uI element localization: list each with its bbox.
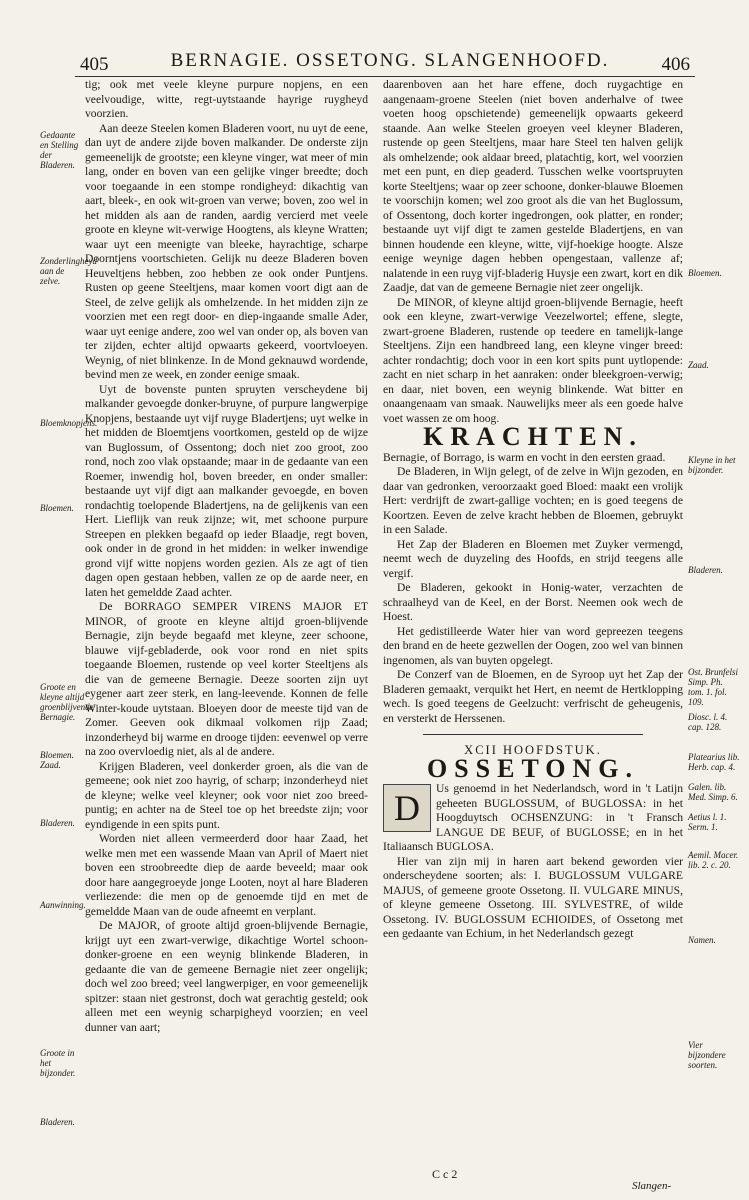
paragraph: De MINOR, of kleyne altijd groen-blijvende Bernagie, heeft ook een kleyne, zwart-verwige Veezelwortel; effene, slegte, zwart-groene Bladeren, rustende op teedere en tamelijk-lange Steeltjens. Zijn een handbreed lang, een kleyne vinger breed: achter rondachtig; doch voor in een kort spits punt uytlopende: zacht en niet scharp in het aanraken: onder bleekgroen-verwig; en daar, niet boven, een weynig blinkende. Wat bitter en onaangenaam van smaak. Nauwelijks meer als een goede halve voet wassen ze om hoog. [383, 295, 683, 425]
decorated-initial-icon: D [383, 784, 431, 832]
paragraph: De Conzerf van de Bloemen, en de Syroop uyt het Zap der Bladeren gemaakt, verquikt het Hert, en neemt de Hertklopping wech. Is goed teegens de Geelzucht: verfrischt de geheugenis, en versterkt de Herssenen. [383, 668, 683, 725]
paragraph: De MAJOR, of groote altijd groen-blijvende Bernagie, krijgt uyt een zwart-verwige, dikachtige Wortel schoon-donker-groene en een weynig blinkende Bladeren, in gedaante die van de gemeene Bernagie niet zeer ongelijk; doch wel zoo breed; veel langwerpiger, en voor gemeenelijk spitzer: staan niet gestronst, doch wat gerachtig gesteld; ook alleen met een weynig scharpigheyd voorzien; en veel dunner van aart; [85, 919, 368, 1034]
margin-note: Vier bijzondere soorten. [688, 1040, 726, 1070]
paragraph: Krijgen Bladeren, veel donkerder groen, als die van de gemeene; ook niet zoo hayrig, of scharp; inzonderheyd niet de kleyne; welke veel kleyner; ook voor niet zoo breed-puntig; en achter na de Steel toe op het breedste zijn; voor eyndigende in een spits punt. [85, 759, 368, 831]
right-column [383, 78, 683, 942]
margin-note: Platearius lib. Herb. cap. 4. [688, 752, 740, 772]
paragraph: Worden niet alleen vermeerderd door haar Zaad, het welke men met een wassende Maan van April of Maert niet boven een stroobreedte diep de aarde beveeld; maar ook door hare aangegroeyde jonge Looten, noyt al hare Bladeren verliezende: die men op de genoemde tijd en met de gemeldde Maan van de oude afneemt en verplant. [85, 832, 368, 918]
chapter-title: OSSETONG. [426, 753, 640, 783]
right-page-number: 406 [661, 54, 690, 75]
margin-note: Ost. Brunfelsi Simp. Ph. tom. 1. fol. 109. [688, 667, 739, 707]
chapter-number: XCII HOOFDSTUK. [464, 743, 602, 757]
margin-note: Bloemen. [40, 503, 74, 513]
margin-note: Bloemknopjens. [40, 418, 98, 428]
signature-mark: C c 2 [432, 1167, 458, 1181]
paragraph: De Bladeren, in Wijn gelegt, of de zelve in Wijn gezoden, en daar van gedronken, veroorzaakt goed Bloed: maakt een vrolijk Hert: verdrijft de zwart-gallige vochten; en is goed teegens de Koortzen. Eeven de zelve kracht hebben de Bloemen, gebruykt in een Salade. [383, 465, 683, 536]
margin-note: Bladeren. [40, 818, 75, 828]
paragraph: Us genoemd in het Nederlandsch, word in 't Latijn geheeten BUGLOSSUM, of BUGLOSSA: in het Hoogduytsch OCHSENZUNG: in 't Fransch LANGUE DE BEUF, of BUGLOSSE; en in het Italiaansch BUGLOSA. [383, 782, 683, 853]
left-page-number: 405 [80, 54, 109, 75]
paragraph: Aan deeze Steelen komen Bladeren voort, nu uyt de eene, dan uyt de andere zijde boven malkander. De onderste zijn gemeenelijk de grootste; een kleyne vinger, wat meer of min lang, onder en boven van een gelijke vinger breedte; doch voor toegaande in een stompe rondigheyd: dikachtig van aart, bleek-, en ook wit-groen van verwe; boven, zoo wel in het midden als aan de randen, aardig vercierd met veele groote en kleyne wit-verwige Hoogtens, als kleyne Wratten; waar uyt een meenigte van bleeke, hayrachtige, scharpe Doorntjens voortschieten. Gelijk nu deeze Bladeren boven Heuveltjens hebben, zoo hebben ze ook onder Puntjens. Rusten op geene Steeltjens, maar komen voort digt aan de Steel, de zelve gelijk als omhelzende. In het midden zijn ze voorzien met een regt door- en diep-ingaande smalle Ader, waar uyt eenige andere, zoo wel van onder op, als boven van ter zijden, echter altijd opwaarts gekeerd, voortvloeyen. Weynig, of niet blinkenze. In de Mond geknauwd wordende, bevind men ze week, en zonder eenige smaak. [85, 121, 368, 381]
paragraph: De Bladeren, gekookt in Honig-water, verzachten de schraalheyd van de Keel, en der Borst. Neemen ook wech de Hoest. [383, 581, 683, 623]
margin-note: Diosc. l. 4. cap. 128. [688, 712, 728, 732]
paragraph: Het gedistilleerde Water hier van word gepreezen teegens den brand en de heete gezwellen der Oogen, zoo wel van binnen ingenomen, als van buyten opgelegt. [383, 624, 683, 667]
left-column [85, 78, 368, 1035]
paragraph: De BORRAGO SEMPER VIRENS MAJOR ET MINOR, of groote en kleyne altijd groen-blijvende Bernagie, zijn beyde begaafd met kleyne, zeer schoone, blauwe vijf-gebladerde, ook voor rond en niet spits toegaande Bloemen, rustende op veel korter Steeltjens als die van de gemeene Bernagie. Deeze soorten zijn uyt eygener aart zeer sterk, en lang-leevende. Konnen de felle Winter-koude uytstaan. Bloeyen door de meeste tijd van de Zomer. Geeven ook dikmaal volkomen rijp Zaad; inzonderheyd bij warme en drooge tijden: eevenwel op verre na zoo overvloedig niet, als al de andere. [85, 600, 368, 758]
margin-note: Aemil. Macer. lib. 2. c. 20. [688, 850, 739, 870]
margin-note: Bladeren. [40, 1117, 75, 1127]
margin-note: Galen. lib. Med. Simp. 6. [688, 782, 738, 802]
margin-note: Aetius l. 1. Serm. 1. [688, 812, 727, 832]
margin-note: Groote en kleyne altijd groenblijvende Bernagie. [40, 682, 94, 722]
margin-note: Bloemen. [688, 268, 722, 278]
margin-note: Namen. [688, 935, 716, 945]
paragraph: Het Zap der Bladeren en Bloemen met Zuyker vermengd, neemt wech de duyzeling des Hoofds, en strijd teegens alle vergif. [383, 537, 683, 580]
header-rule [75, 76, 695, 77]
margin-note: Zonderlingheyd aan de zelve. [40, 256, 97, 286]
margin-note: Kleyne in het bijzonder. [688, 455, 736, 475]
paragraph: daarenboven aan het hare effene, doch ruygachtige en aangenaam-groene Steelen (niet boven anderhalve of twee voeten hoog opschietende) gemeenelijk opwaarts gekeerd staande. Aan welke Steelen groeyen veel kleyner Bladeren, rustende op geen Steeltjens, maar hare Steel ten halven gelijk als omhelzende; ook aldaar breed, platachtig, kort, wel voorzien met een punt, en diep geaderd. Tusschen welke voortspruyten korte Steeltjens; waar op zeer schoone, donker-blauwe Bloemen te voorschijn komen; wel zoo groot als die van het Buglossum, of Ossentong, doch korter ingedrongen, ook platter, en ronder; bestaande uyt vijf digt te zamen gestelde Bladertjens, en van binnen houdende een kleyne, witte, vijf-hoekige hoogte. Alsze eenige weynige dagen hebben opengestaan, vallenze af; nalatende in een ruyg vijf-bladerig Huysje een zwart, kort en dik Zaadje, dat van de gemeene Bernagie niet zeer ongelijk. [383, 78, 683, 294]
running-title: BERNAGIE. OSSETONG. SLANGENHOOFD. [170, 50, 610, 71]
margin-note: Bloemen. Zaad. [40, 750, 74, 770]
paragraph: Uyt de bovenste punten spruyten verscheydene bij malkander gevoegde donker-bruyne, of purpure langwerpige Knopjens, bestaande uyt vijf ruyge Bladertjens; uyt welke in het midden de Bloemtjens voortkomen, gesteld op de wijze van Buglossum, of Ossentong; doch niet zoo groot, zoo rond, noch zoo vlak opstaande; maar in de gedaante van een Roemer, inwendig hol, boven breeder, en onder smaller: bestaande uyt vijf digt aan malkander gevoegde, en boven rondachtig toelopende Bladertjens, na de gelijkenis van een Hert. Lieflijk van reuk zijnze; wit, met schoone purpure Streepen en plekken begaafd op ieder Blaadje, regt boven, ook onder in de grond in het midden: in welker inwendige grond vijf witte nopjens worden gezien. Als ze agt of tien dagen open gestaan hebben, vallen ze op de aarde neer, en laten het gemeldde Zaad achter. [85, 382, 368, 599]
margin-note: Gedaante en Stelling der Bladeren. [40, 130, 79, 170]
margin-note: Aanwinning. [40, 900, 86, 910]
margin-note: Groote in het bijzonder. [40, 1048, 76, 1078]
section-divider [423, 734, 643, 735]
paragraph: Bernagie, of Borrago, is warm en vocht in den eersten graad. [383, 450, 666, 464]
paragraph: Hier van zijn mij in haren aart bekend geworden vier onderscheydene soorten; als: I. BUGLOSSUM VULGARE MAJUS, of gemeene groote Ossetong. II. VULGARE MINUS, of kleyne gemeene Ossetong. III. SYLVESTRE, of wilde Ossetong. IV. BUGLOSSUM ECHIOIDES, of Ossetong met een gedaante van Echium, in het Nederlandsch gezegt [383, 854, 683, 940]
margin-note: Zaad. [688, 360, 709, 370]
margin-note: Bladeren. [688, 565, 723, 575]
paragraph: tig; ook met veele kleyne purpure nopjens, en een veelvoudige, witte, regt-uytstaande hayrige ruygheyd voorzien. [85, 78, 368, 120]
krachten-heading: KRACHTEN. [423, 422, 643, 451]
catchword: Slangen- [632, 1180, 672, 1192]
